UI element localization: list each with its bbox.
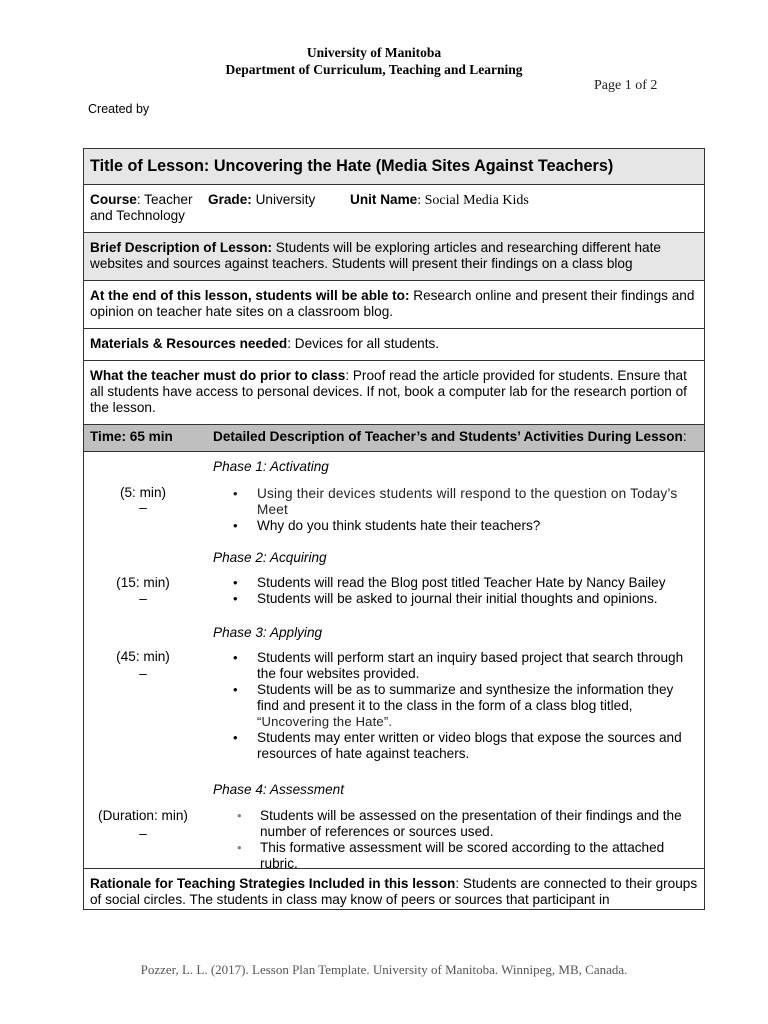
phase-2-title: Phase 2: Acquiring	[213, 550, 327, 565]
list-item: • Students will read the Blog post titled Teacher Hate by Nancy Bailey	[213, 575, 698, 591]
list-item: • Students will be asked to journal their initial thoughts and opinions.	[213, 591, 698, 607]
created-by: Created by	[88, 102, 150, 116]
list-item	[213, 682, 698, 730]
grade-value: University	[251, 192, 316, 207]
phase-1-dash: –	[139, 500, 147, 515]
phase-4-dash: –	[139, 826, 147, 841]
learning-outcome	[84, 281, 705, 329]
phase-3-list	[213, 650, 698, 762]
footer-citation: Pozzer, L. L. (2017). Lesson Plan Template. University of Manitoba. Winnipeg, MB, Canada.	[140, 962, 628, 977]
lesson-title: Title of Lesson: Uncovering the Hate (Media Sites Against Teachers)	[84, 149, 705, 185]
lesson-plan-table	[83, 148, 705, 910]
course-cell	[90, 192, 208, 224]
brief-text: Students will be exploring articles and researching different hate websites and sources against teachers. Students will present their findings on a class blog	[90, 240, 661, 271]
grade-label: Grade:	[208, 192, 252, 207]
phase-1-duration: (5: min)	[119, 485, 167, 500]
phase-3-duration: (45: min)	[116, 649, 170, 664]
list-item: • Students will perform start an inquiry based project that search through the four websites provided.	[213, 650, 698, 682]
course-value: : Teacher and Technology	[90, 192, 193, 223]
teacher-prep	[84, 361, 705, 425]
detail-colon: :	[682, 429, 687, 444]
rationale-label: Rationale for Teaching Strategies Included in this lesson	[90, 876, 456, 891]
list-item: • This formative assessment will be scored according to the attached rubric.	[213, 840, 698, 872]
activities-header	[84, 425, 705, 452]
outcome-label: At the end of this lesson, students will be able to:	[90, 288, 410, 303]
phase-2-dash: –	[139, 591, 147, 606]
materials-text: : Devices for all students.	[287, 336, 440, 351]
activities-heading	[213, 429, 698, 445]
materials-label: Materials & Resources needed	[90, 336, 288, 351]
phase-2-duration: (15: min)	[116, 575, 170, 590]
materials	[84, 329, 705, 361]
list-item: • Students may enter written or video blogs that expose the sources and resources of hate against teachers.	[213, 730, 698, 762]
list-item: • Students will be assessed on the presentation of their findings and the number of references or sources used.	[213, 808, 698, 840]
unit-value: : Social Media Kids	[417, 193, 529, 208]
rationale	[84, 869, 705, 910]
prep-text: : Proof read the article provided for students. Ensure that all students have access to personal devices. If not, book a computer lab for the research portion of the lesson.	[90, 368, 687, 415]
course-label: Course	[90, 192, 137, 207]
phase-3-dash: –	[139, 666, 147, 681]
brief-description	[84, 233, 705, 281]
brief-label: Brief Description of Lesson:	[90, 240, 273, 255]
phase-4-duration: (Duration: min)	[98, 808, 188, 823]
time-label: Time: 65 min	[90, 429, 173, 444]
phase-3-title: Phase 3: Applying	[213, 625, 323, 640]
list-item: • Why do you think students hate their teachers?	[213, 518, 698, 534]
phase-2-list	[213, 575, 698, 607]
list-item-text: Students will be as to summarize and synthesize the information they find and present it to the class in the form of a class blog titled,	[257, 682, 674, 713]
prep-label: What the teacher must do prior to class	[90, 368, 346, 383]
rationale-text: : Students are connected to their groups of social circles. The students in class may know of peers or sources that participant in	[90, 876, 698, 907]
phase-1-list	[213, 486, 698, 534]
phase-1-title: Phase 1: Activating	[213, 459, 329, 474]
outcome-text: Research online and present their findings and opinion on teacher hate sites on a classroom blog.	[90, 288, 695, 319]
page-number: Page 1 of 2	[594, 78, 658, 93]
unit-label: Unit Name	[350, 192, 418, 207]
activities-body	[84, 452, 705, 869]
grade-cell	[208, 192, 350, 224]
phase-4-list	[213, 808, 698, 872]
phase-4-title: Phase 4: Assessment	[213, 782, 344, 797]
list-item: • Using their devices students will respond to the question on Today’s Meet	[213, 486, 698, 518]
university-name: University of Manitoba	[306, 45, 442, 60]
detail-label: Detailed Description of Teacher’s and Students’ Activities During Lesson	[213, 429, 683, 444]
blog-title-quote: “Uncovering the Hate”.	[257, 714, 393, 729]
course-row	[84, 185, 705, 233]
unit-cell	[350, 192, 698, 224]
department-name: Department of Curriculum, Teaching and Learning	[225, 62, 523, 77]
